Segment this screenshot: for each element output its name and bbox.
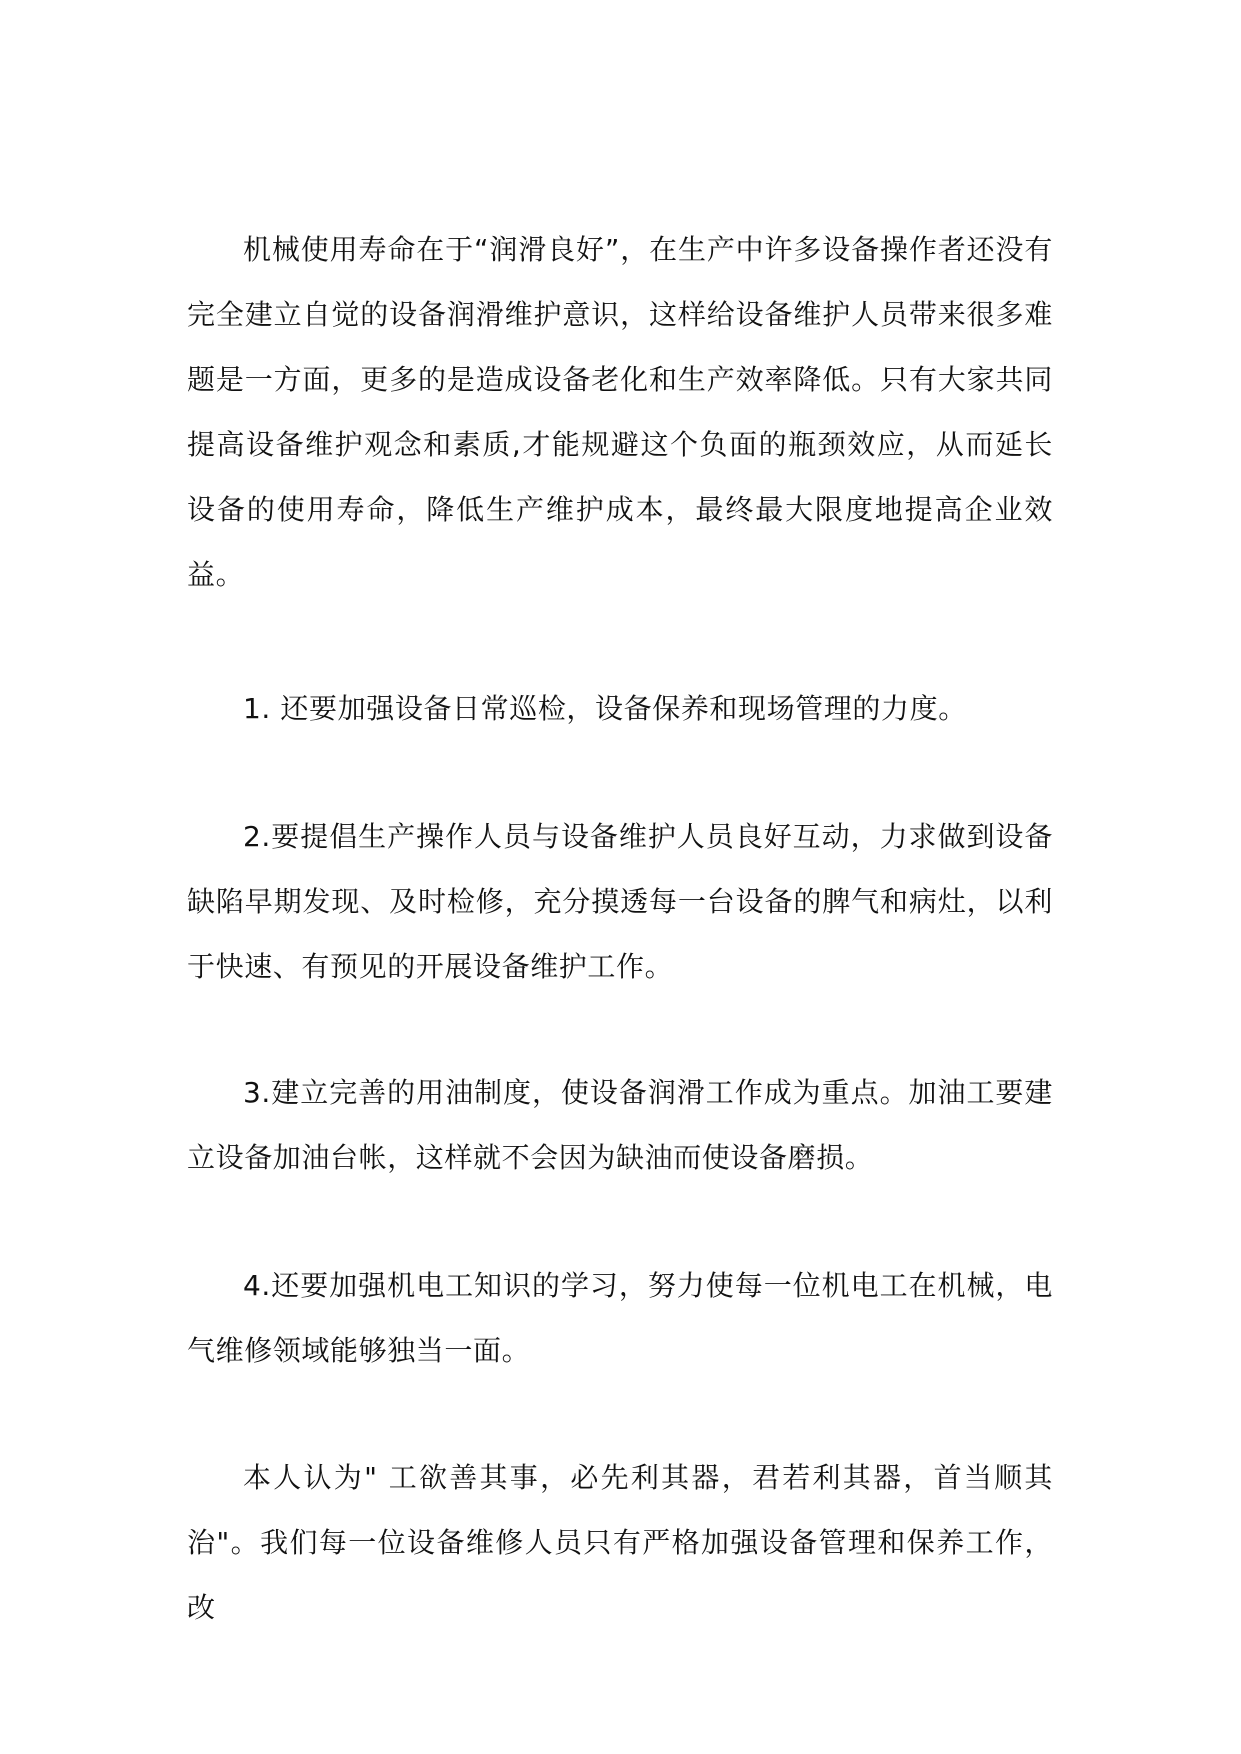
paragraph-item-1 <box>187 676 1053 741</box>
paragraph-item-3 <box>187 1060 1053 1190</box>
paragraph-item-2 <box>187 804 1053 999</box>
paragraph-text: 机械使用寿命在于“润滑良好”，在生产中许多设备操作者还没有完全建立自觉的设备润滑维护意识，这样给设备维护人员带来很多难题是一方面，更多的是造成设备老化和生产效率降低。只有大家共同提高设备维护观念和素质,才能规避这个负面的瓶颈效应，从而延长设备的使用寿命，降低生产维护成本，最终最大限度地提高企业效益。 <box>187 233 1053 591</box>
paragraph-text: 本人认为" 工欲善其事，必先利其器，君若利其器，首当顺其治"。我们每一位设备维修人员只有严格加强设备管理和保养工作，改 <box>187 1461 1053 1624</box>
paragraph-text: 2.要提倡生产操作人员与设备维护人员良好互动，力求做到设备缺陷早期发现、及时检修，充分摸透每一台设备的脾气和病灶，以利于快速、有预见的开展设备维护工作。 <box>187 820 1053 983</box>
paragraph-text: 3.建立完善的用油制度，使设备润滑工作成为重点。加油工要建立设备加油台帐，这样就不会因为缺油而使设备磨损。 <box>187 1076 1053 1174</box>
paragraph-text: 4.还要加强机电工知识的学习，努力使每一位机电工在机械，电气维修领域能够独当一面。 <box>187 1269 1053 1367</box>
paragraph-lubrication-intro <box>187 217 1053 607</box>
paragraph-item-4 <box>187 1253 1053 1383</box>
paragraph-text: 1. 还要加强设备日常巡检，设备保养和现场管理的力度。 <box>243 692 967 725</box>
paragraph-conclusion <box>187 1445 1053 1640</box>
